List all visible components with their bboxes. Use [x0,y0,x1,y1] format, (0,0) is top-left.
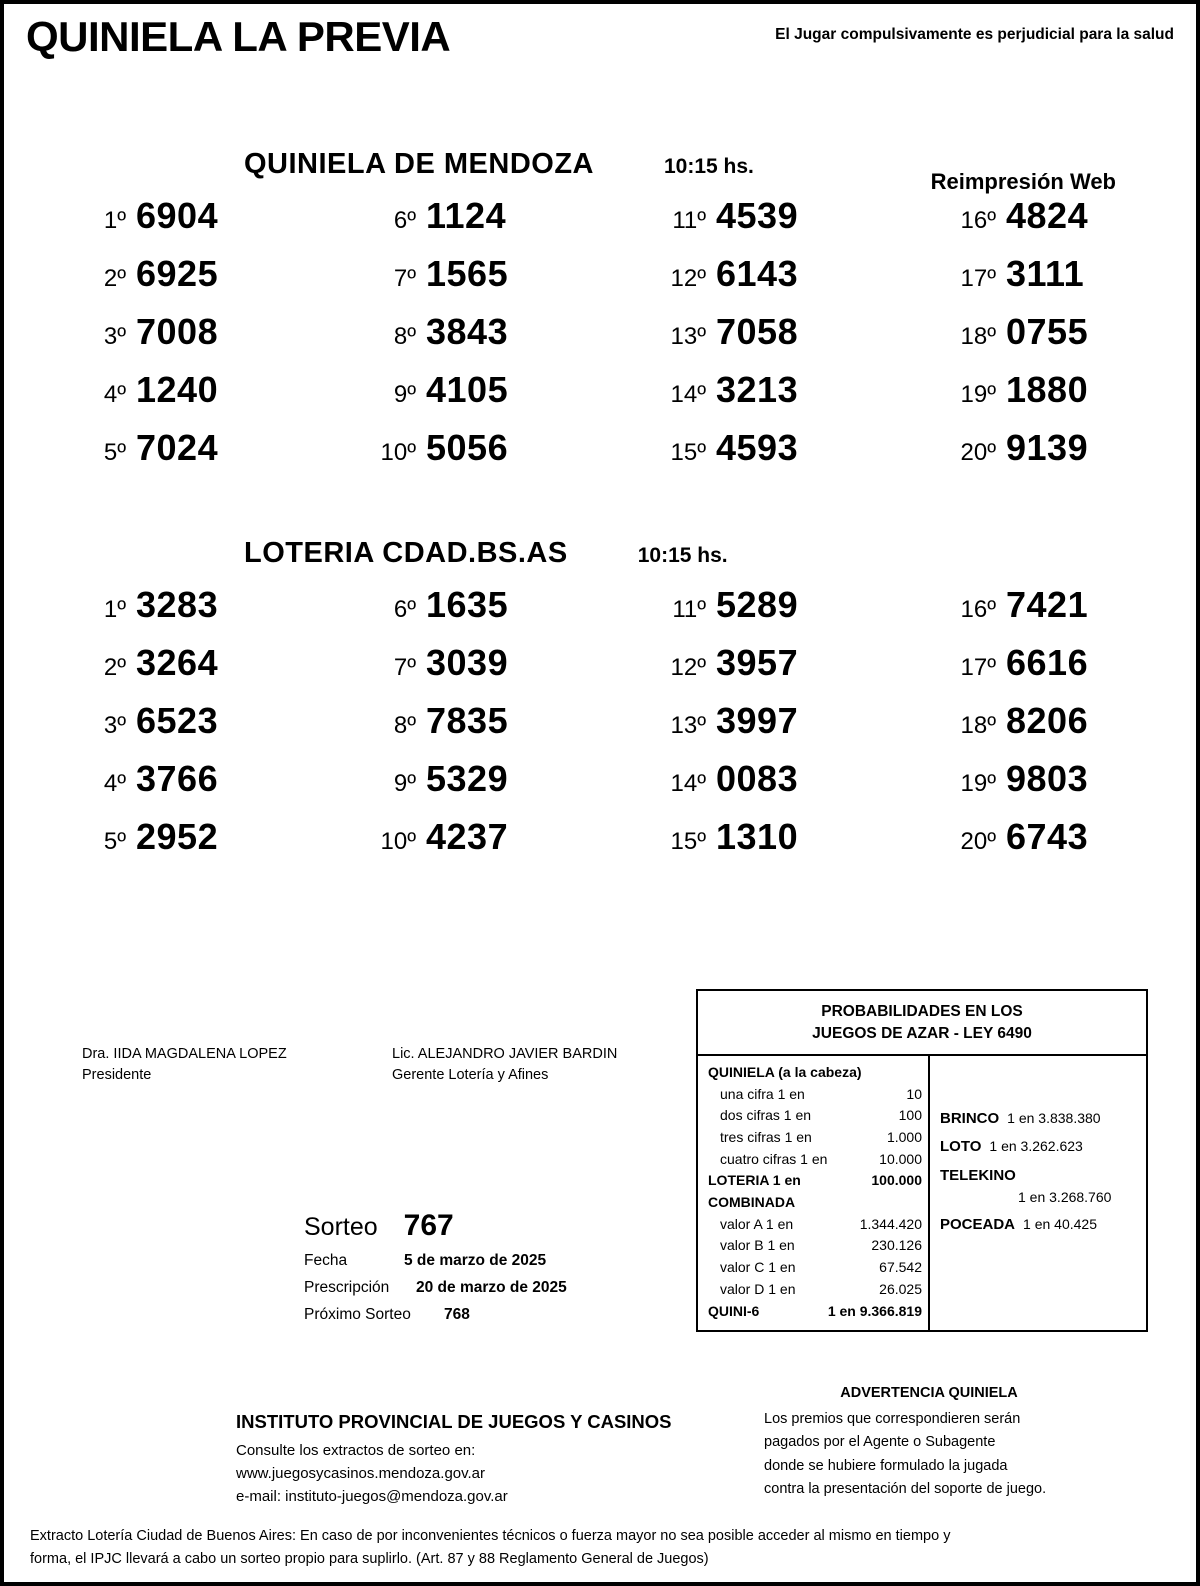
result-item [72,195,362,253]
prob-label: valor C 1 en [720,1259,796,1276]
result-item [652,253,942,311]
prob-game-name: TELEKINO [940,1166,1016,1184]
prob-row [708,1257,922,1279]
document-header [4,4,1196,58]
result-number: 1240 [136,369,219,410]
result-number: 1880 [1006,369,1089,410]
prob-value: 1.344.420 [859,1215,922,1232]
result-number: 3283 [136,584,219,625]
prob-game-row [940,1165,1138,1209]
prob-game-value: 1 en 3.262.623 [989,1138,1083,1155]
prob-row [708,1301,922,1323]
result-item [72,816,362,874]
prob-value: 100 [898,1107,922,1124]
result-position: 18º [960,712,996,739]
prob-game-name: BRINCO [940,1109,1000,1127]
result-position: 5º [103,439,126,466]
prob-game-name: POCEADA [940,1216,1016,1234]
result-position: 7º [393,654,416,681]
prob-label: valor B 1 en [720,1237,795,1254]
prob-label: tres cifras 1 en [720,1129,812,1145]
result-item [72,311,362,369]
prob-label: QUINI-6 [708,1302,760,1319]
result-position: 1º [103,596,126,623]
advertencia-line: Los premios que correspondieren serán [764,1411,1021,1428]
prob-game-row [940,1136,1138,1159]
result-position: 18º [960,323,996,350]
prob-value: 230.126 [871,1237,922,1254]
president-name: Dra. IIDA MAGDALENA LOPEZ [82,1046,287,1062]
result-item [72,253,362,311]
result-number: 6616 [1006,642,1089,683]
result-position: 11º [672,596,706,623]
prob-value: 10 [906,1085,922,1102]
result-number: 4539 [716,195,799,236]
result-number: 5329 [426,758,509,799]
probabilities-title-line1: PROBABILIDADES EN LOS [821,1003,1023,1020]
prob-game-value: 1 en 40.425 [1023,1216,1097,1233]
result-number: 4824 [1006,195,1089,236]
result-item [942,195,1200,253]
result-position: 12º [670,654,706,681]
result-number: 3766 [136,758,219,799]
result-number: 6925 [136,253,219,294]
draw-block-mendoza [4,148,1196,485]
result-number: 8206 [1006,700,1089,741]
result-item [362,311,652,369]
prob-label: QUINIELA (a la cabeza) [708,1063,862,1080]
president-role: Presidente [82,1067,152,1084]
probabilities-box [696,989,1148,1332]
draw-block-loteria [4,537,1196,874]
advertencia-line: contra la presentación del soporte de juego. [764,1480,1047,1497]
proximo-sorteo-value: 768 [444,1306,470,1323]
result-position: 9º [393,381,416,408]
result-position: 17º [960,654,996,681]
prob-label: cuatro cifras 1 en [720,1150,828,1167]
probabilities-title [698,991,1146,1056]
prob-row [708,1279,922,1301]
result-item [652,584,942,642]
result-item [362,700,652,758]
result-item [362,584,652,642]
result-position: 15º [670,828,706,855]
prob-label: una cifra 1 en [720,1085,805,1102]
prob-label: LOTERIA 1 en [708,1172,801,1189]
result-item [362,758,652,816]
advertencia-title: ADVERTENCIA QUINIELA [840,1385,1018,1401]
result-number: 6143 [716,253,799,294]
probabilities-left-column [698,1056,930,1330]
result-number: 6904 [136,195,219,236]
prescripcion-label: Prescripción [304,1279,390,1296]
result-item [72,700,362,758]
footer-line: Extracto Lotería Ciudad de Buenos Aires: En caso de por inconvenientes técnicos o fuerza mayor no sea posible acceder al mismo en tiempo y [30,1528,951,1545]
result-position: 7º [393,265,416,292]
result-number: 3111 [1006,253,1085,294]
proximo-sorteo-label: Próximo Sorteo [304,1306,411,1323]
advertencia-line: pagados por el Agente o Subagente [764,1434,996,1451]
prob-value: 100.000 [871,1172,922,1189]
result-item [942,253,1200,311]
result-number: 3039 [426,642,509,683]
result-item [942,700,1200,758]
result-position: 14º [670,770,706,797]
result-number: 4105 [426,369,509,410]
result-number: 4237 [426,816,509,857]
result-position: 14º [670,381,706,408]
prob-label: valor A 1 en [720,1215,794,1232]
footer-note [30,1525,1170,1570]
reprint-label: Reimpresión Web [930,169,1116,194]
result-number: 1565 [426,253,509,294]
advertencia-block [764,1382,1094,1501]
draw-title: LOTERIA CDAD.BS.AS [244,537,568,569]
result-item [362,427,652,485]
result-position: 20º [960,439,996,466]
result-item [362,369,652,427]
result-item [652,700,942,758]
sorteo-info [304,1209,567,1324]
result-number: 1635 [426,584,509,625]
result-position: 3º [103,323,126,350]
gambling-warning: El Jugar compulsivamente es perjudicial para la salud [775,26,1174,43]
result-position: 12º [670,265,706,292]
result-position: 17º [960,265,996,292]
prob-value: 1 en 9.366.819 [827,1302,922,1319]
result-number: 7058 [716,311,799,352]
prob-row [708,1084,922,1106]
result-position: 19º [960,770,996,797]
institute-block [236,1408,672,1508]
draw-time: 10:15 hs. [663,155,754,178]
result-position: 6º [393,207,416,234]
result-item [942,758,1200,816]
result-item [652,369,942,427]
prob-value: 26.025 [879,1280,922,1297]
prob-value: 10.000 [879,1150,922,1167]
result-number: 7835 [426,700,509,741]
result-position: 8º [393,323,416,350]
prob-label: dos cifras 1 en [720,1107,812,1124]
result-item [72,369,362,427]
prob-value: 67.542 [879,1259,922,1276]
result-position: 15º [670,439,706,466]
prob-value: 1.000 [886,1129,922,1145]
result-item [362,816,652,874]
draw-title: QUINIELA DE MENDOZA [244,148,594,180]
sorteo-number: 767 [403,1209,454,1242]
result-item [72,758,362,816]
result-number: 5289 [716,584,799,625]
prob-label: valor D 1 en [720,1280,796,1297]
result-item [72,584,362,642]
result-item [652,816,942,874]
result-item [652,427,942,485]
fecha-value: 5 de marzo de 2025 [404,1252,547,1269]
result-position: 13º [670,323,706,350]
result-item [72,427,362,485]
result-position: 2º [103,654,126,681]
signatures-block [82,1044,617,1086]
institute-line: Consulte los extractos de sorteo en: [236,1441,476,1459]
result-item [942,369,1200,427]
result-number: 0755 [1006,311,1089,352]
prob-row [708,1214,922,1236]
advertencia-line: donde se hubiere formulado la jugada [764,1457,1008,1474]
result-position: 16º [960,207,996,234]
result-position: 6º [393,596,416,623]
prescripcion-value: 20 de marzo de 2025 [416,1279,567,1296]
prob-label: COMBINADA [708,1194,796,1211]
result-position: 13º [670,712,706,739]
institute-email[interactable]: e-mail: instituto-juegos@mendoza.gov.ar [236,1488,508,1506]
prob-row [708,1105,922,1127]
result-position: 1º [103,207,126,234]
draw-time: 10:15 hs. [637,544,728,567]
draw-header [4,537,1196,570]
prob-row [708,1235,922,1257]
result-number: 0083 [716,758,799,799]
result-item [942,427,1200,485]
result-number: 3213 [716,369,799,410]
result-position: 4º [103,381,126,408]
result-number: 9803 [1006,758,1089,799]
result-number: 1310 [716,816,799,857]
result-item [942,642,1200,700]
footer-line: forma, el IPJC llevará a cabo un sorteo propio para suplirlo. (Art. 87 y 88 Reglamento General de Juegos) [30,1550,709,1567]
prob-row [708,1062,922,1084]
manager-role: Gerente Lotería y Afines [392,1067,549,1084]
result-position: 10º [380,439,416,466]
result-item [362,195,652,253]
prob-row [708,1192,922,1214]
probabilities-right-column [930,1056,1146,1330]
institute-title: INSTITUTO PROVINCIAL DE JUEGOS Y CASINOS [236,1411,672,1432]
result-number: 3843 [426,311,509,352]
probabilities-title-line2: JUEGOS DE AZAR - LEY 6490 [812,1025,1032,1043]
result-position: 20º [960,828,996,855]
result-number: 6743 [1006,816,1089,857]
result-number: 1124 [426,195,507,236]
result-number: 7421 [1006,584,1089,625]
result-position: 10º [380,828,416,855]
prob-row [708,1127,922,1149]
manager-name: Lic. ALEJANDRO JAVIER BARDIN [392,1046,618,1062]
result-number: 3997 [716,700,799,741]
result-item [942,311,1200,369]
result-number: 7008 [136,311,219,352]
result-position: 4º [103,770,126,797]
result-item [942,584,1200,642]
result-number: 2952 [136,816,219,857]
prob-game-value: 1 en 3.838.380 [1007,1109,1101,1126]
result-number: 3264 [136,642,219,683]
prob-game-row [940,1108,1138,1131]
prob-row [708,1149,922,1171]
result-position: 16º [960,596,996,623]
result-position: 11º [672,207,706,234]
result-number: 5056 [426,427,509,468]
prob-game-name: LOTO [940,1138,982,1156]
result-number: 6523 [136,700,219,741]
result-item [652,758,942,816]
page-title: QUINIELA LA PREVIA [26,13,451,60]
fecha-label: Fecha [304,1252,348,1269]
result-item [652,311,942,369]
result-item [942,816,1200,874]
result-number: 7024 [136,427,219,468]
result-number: 9139 [1006,427,1089,468]
result-item [362,253,652,311]
result-position: 5º [103,828,126,855]
result-position: 19º [960,381,996,408]
prob-row [708,1170,922,1192]
sorteo-label: Sorteo [304,1213,378,1241]
institute-website[interactable]: www.juegosycasinos.mendoza.gov.ar [236,1464,486,1482]
result-item [652,195,942,253]
result-position: 8º [393,712,416,739]
result-item [652,642,942,700]
result-number: 4593 [716,427,799,468]
result-number: 3957 [716,642,799,683]
prob-game-row [940,1214,1138,1237]
result-item [362,642,652,700]
result-position: 9º [393,770,416,797]
results-grid [72,181,1196,485]
result-position: 2º [103,265,126,292]
result-item [72,642,362,700]
prob-game-value: 1 en 3.268.760 [1018,1189,1112,1206]
result-position: 3º [103,712,126,739]
results-grid [72,570,1196,874]
